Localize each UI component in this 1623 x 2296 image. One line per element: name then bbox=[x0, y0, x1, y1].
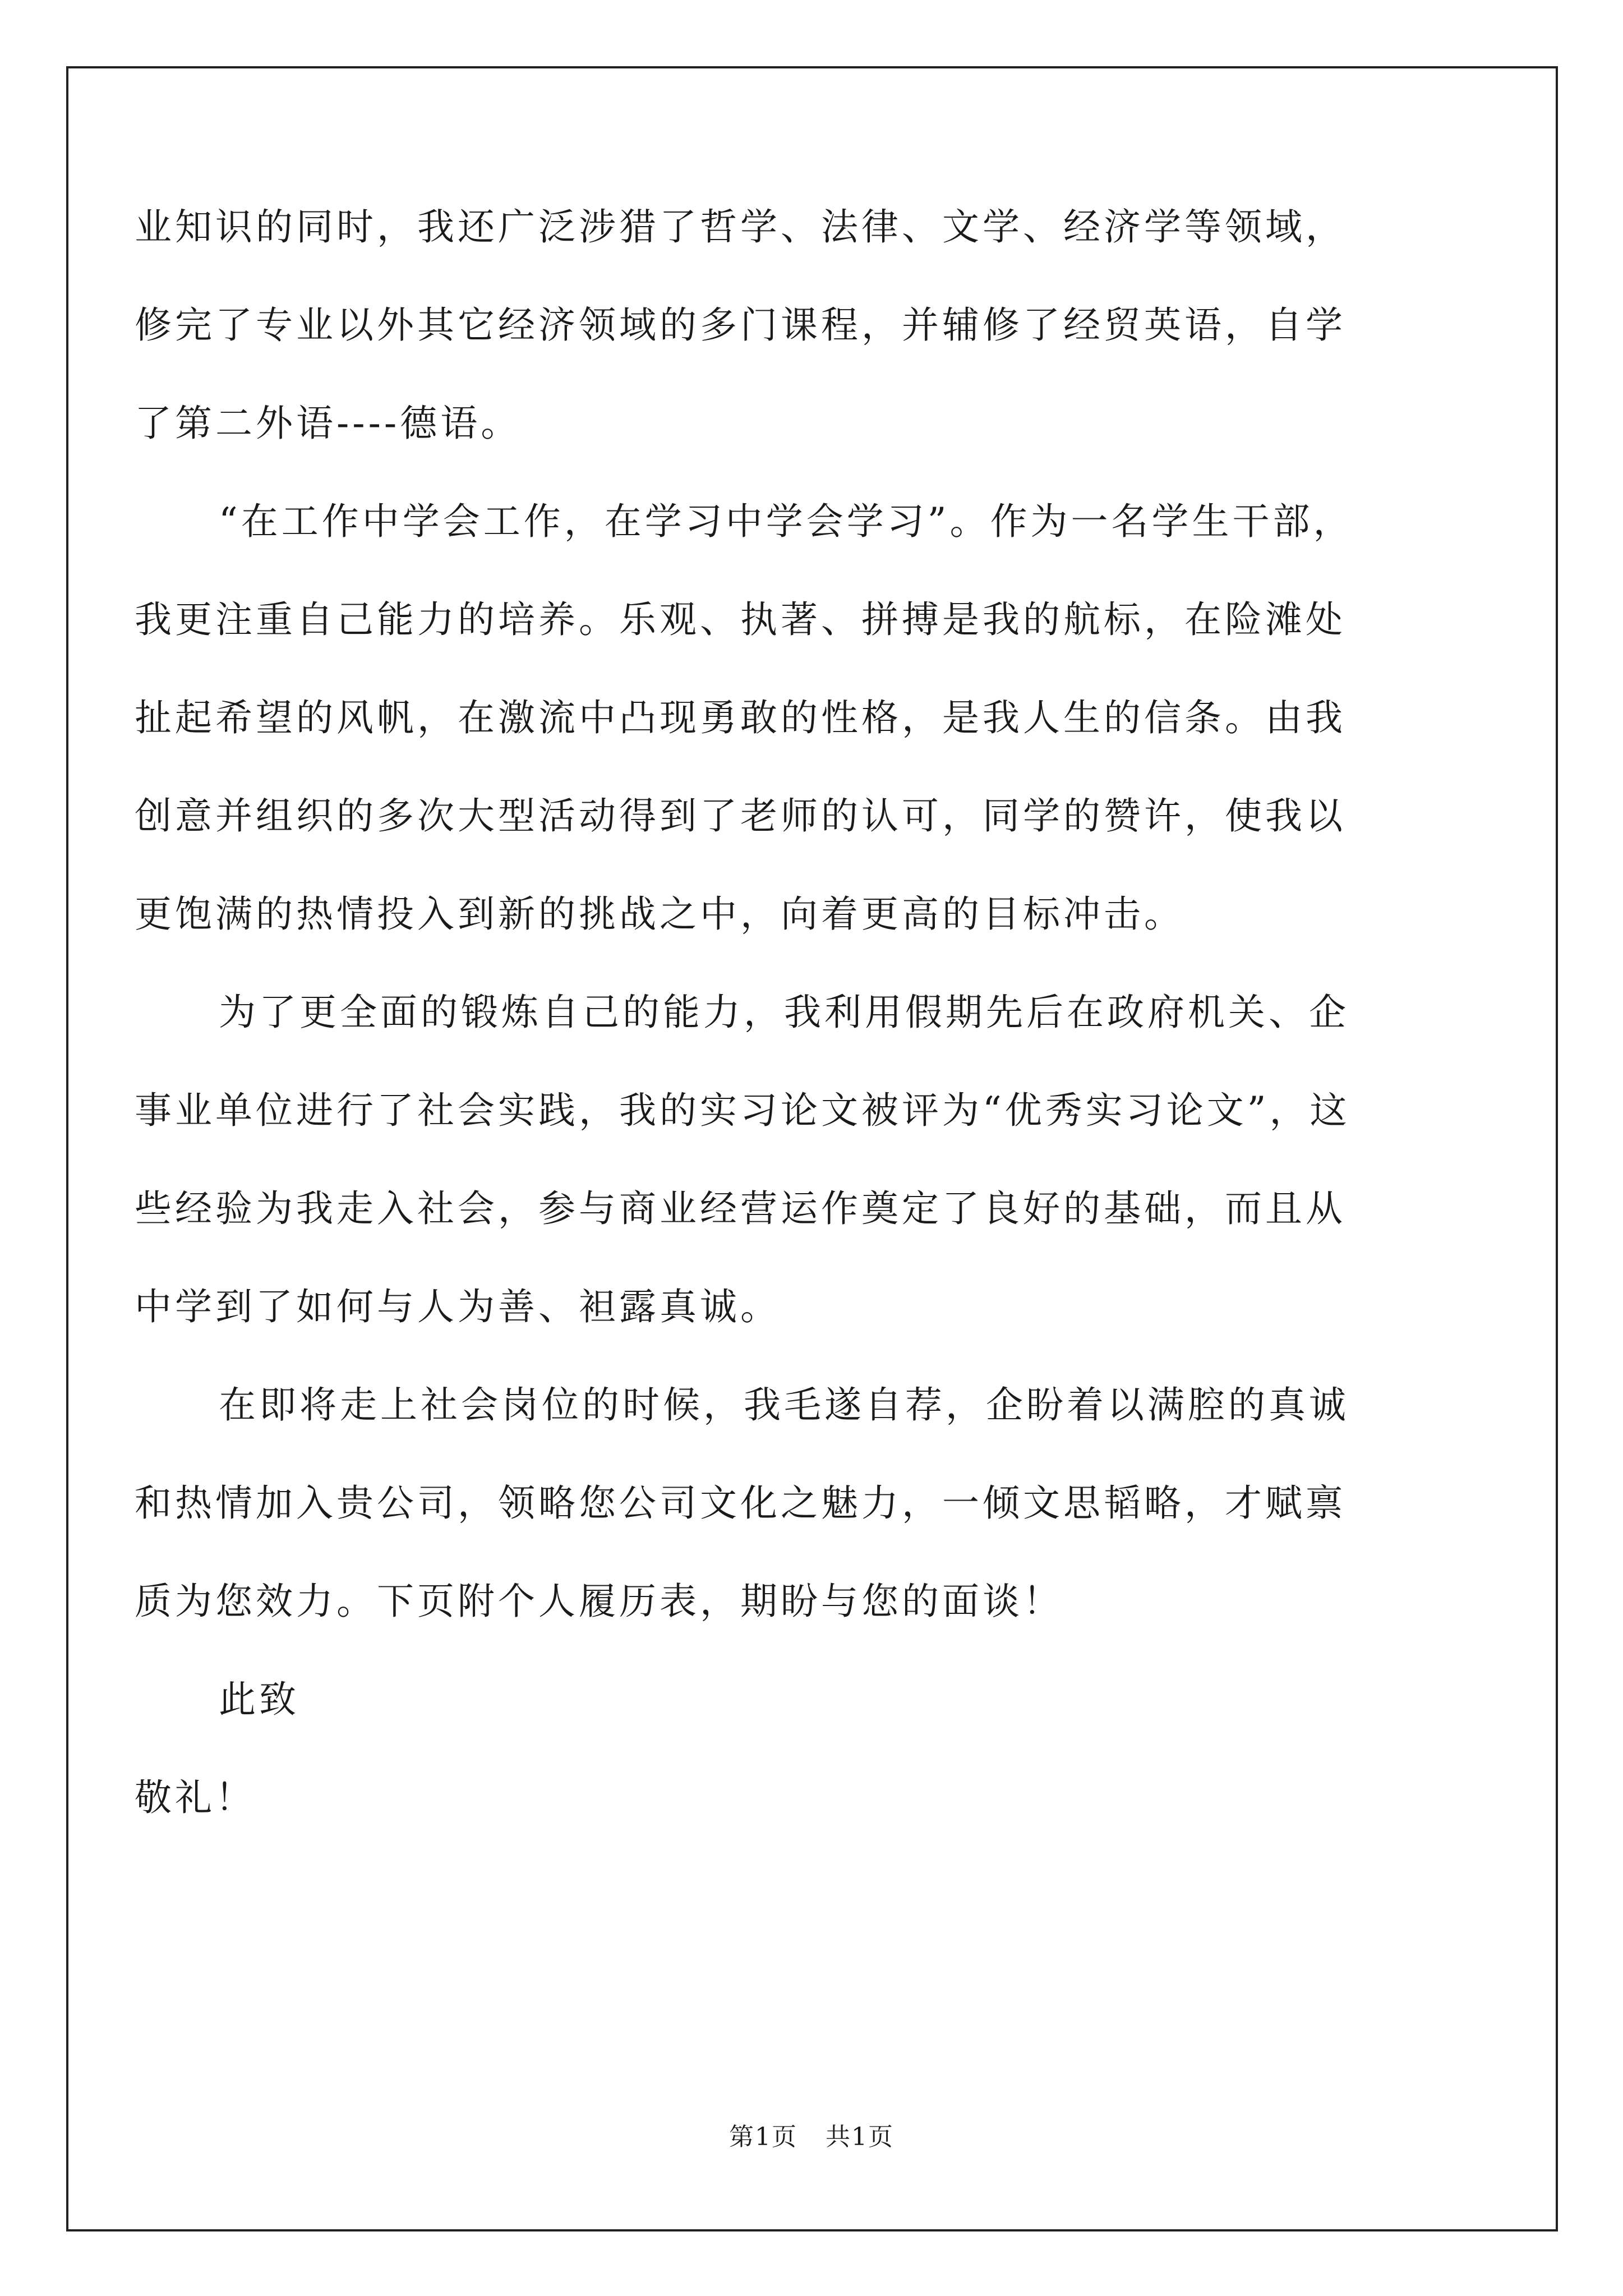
text-line: “在工作中学会工作，在学习中学会学习”。作为一名学生干部， bbox=[219, 500, 1354, 543]
letter-body bbox=[135, 202, 1481, 1871]
closing-regards: 敬礼！ bbox=[135, 1776, 256, 1819]
text-line: 中学到了如何与人为善、袒露真诚。 bbox=[135, 1285, 781, 1328]
text-line: 修完了专业以外其它经济领域的多门课程，并辅修了经贸英语，自学 bbox=[135, 303, 1346, 347]
text-line: 些经验为我走入社会，参与商业经营运作奠定了良好的基础，而且从 bbox=[135, 1187, 1346, 1230]
text-line: 创意并组织的多次大型活动得到了老师的认可，同学的赞许，使我以 bbox=[135, 794, 1346, 838]
text-line: 我更注重自己能力的培养。乐观、执著、拼搏是我的航标，在险滩处 bbox=[135, 598, 1346, 641]
page-total: 共1页 bbox=[826, 2123, 894, 2151]
text-line: 事业单位进行了社会实践，我的实习论文被评为“优秀实习论文”，这 bbox=[135, 1089, 1350, 1132]
page-number: 第1页 bbox=[729, 2123, 797, 2151]
page-footer bbox=[0, 2120, 1623, 2154]
text-line: 更饱满的热情投入到新的挑战之中，向着更高的目标冲击。 bbox=[135, 892, 1184, 936]
text-line: 和热情加入贵公司，领略您公司文化之魅力，一倾文思韬略，才赋禀 bbox=[135, 1481, 1346, 1525]
text-line: 扯起希望的风帆，在激流中凸现勇敢的性格，是我人生的信条。由我 bbox=[135, 696, 1346, 739]
text-line: 业知识的同时，我还广泛涉猎了哲学、法律、文学、经济学等领域， bbox=[135, 205, 1346, 249]
text-line: 在即将走上社会岗位的时候，我毛遂自荐，企盼着以满腔的真诚 bbox=[219, 1383, 1349, 1427]
closing-salutation: 此致 bbox=[219, 1678, 299, 1721]
text-line: 为了更全面的锻炼自己的能力，我利用假期先后在政府机关、企 bbox=[219, 991, 1349, 1034]
text-line: 质为您效力。下页附个人履历表，期盼与您的面谈！ bbox=[135, 1580, 1063, 1623]
text-line: 了第二外语----德语。 bbox=[135, 402, 522, 445]
